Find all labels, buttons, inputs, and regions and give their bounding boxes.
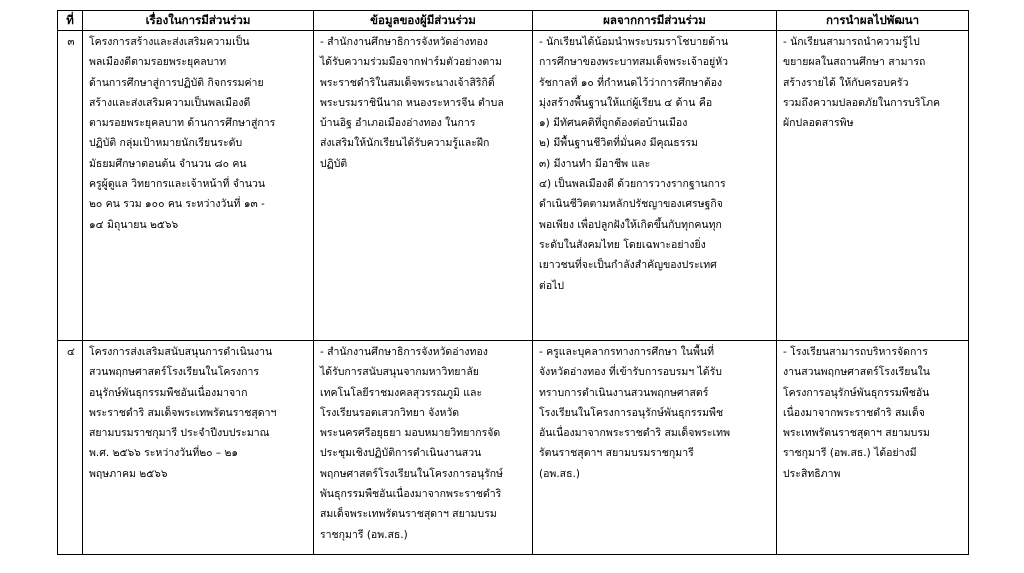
text-line: (อพ.สธ.) (539, 467, 580, 480)
table-row (58, 341, 969, 555)
table-row (58, 31, 969, 341)
text-line: โรงเรียนในโครงการอนุรักษ์พันธุกรรมพืช (539, 406, 724, 419)
text-line: - สำนักงานศึกษาธิการจังหวัดอ่างทอง (320, 346, 488, 358)
topic-cell (83, 31, 314, 341)
text-line: - ครูและบุคลากรทางการศึกษา ในพื้นที่ (539, 346, 714, 358)
text-line: ได้รับการสนับสนุนจากมหาวิทยาลัย (320, 366, 479, 379)
text-line: สร้างและส่งเสริมความเป็นพลเมืองดี (89, 96, 251, 109)
text-line: เนื่องมาจากพระราชดำริ สมเด็จ (783, 406, 925, 419)
row-number: ๔ (58, 341, 83, 555)
text-line: งานสวนพฤกษศาสตร์โรงเรียนใน (783, 366, 930, 379)
text-line: รวมถึงความปลอดภัยในการบริโภค (783, 96, 941, 109)
table-header-row (58, 11, 969, 31)
text-line: ปฏิบัติ กลุ่มเป้าหมายนักเรียนระดับ (89, 137, 243, 150)
development-cell (777, 341, 969, 555)
participants-cell (314, 31, 533, 341)
development-cell (777, 31, 969, 341)
text-line: ครูผู้ดูแล วิทยากรและเจ้าหน้าที่ จำนวน (89, 178, 266, 191)
text-line: พันธุกรรมพืชอันเนื่องมาจากพระราชดำริ (320, 488, 502, 501)
text-line: ขยายผลในสถานศึกษา สามารถ (783, 56, 926, 69)
row-number: ๓ (58, 31, 83, 341)
text-line: ราชกุมารี (อพ.สธ.) ได้อย่างมี (783, 447, 917, 460)
header-development: การนำผลไปพัฒนา (777, 11, 969, 31)
text-line: การศึกษาของพระบาทสมเด็จพระเจ้าอยู่หัว (539, 56, 729, 69)
text-line: อนุรักษ์พันธุกรรมพืชอันเนื่องมาจาก (89, 386, 248, 399)
text-line: สวนพฤกษศาสตร์โรงเรียนในโครงการ (89, 366, 260, 379)
text-line: พฤกษศาสตร์โรงเรียนในโครงการอนุรักษ์ (320, 467, 503, 480)
text-line: เยาวชนที่จะเป็นกำลังสำคัญของประเทศ (539, 259, 717, 272)
text-line: ประสิทธิภาพ (783, 467, 841, 480)
results-cell (533, 341, 777, 555)
text-line: ๓) มีงานทำ มีอาชีพ และ (539, 157, 651, 170)
text-line: โครงการสร้างและส่งเสริมความเป็น (89, 36, 250, 48)
text-line: จังหวัดอ่างทอง ที่เข้ารับการอบรมฯ ได้รับ (539, 366, 722, 379)
participants-cell (314, 341, 533, 555)
text-line: โรงเรียนรอตเสวกวิทยา จังหวัด (320, 406, 460, 419)
header-results: ผลจากการมีส่วนร่วม (533, 11, 777, 31)
text-line: ตามรอยพระยุคลบาท ด้านการศึกษาสู่การ (89, 117, 276, 130)
text-line: ได้รับความร่วมมือจากฟาร์มตัวอย่างตาม (320, 56, 502, 69)
text-line: - นักเรียนสามารถนำความรู้ไป (783, 36, 920, 48)
text-line: มัธยมศึกษาตอนต้น จำนวน ๘๐ คน (89, 157, 247, 170)
text-line: โครงการอนุรักษ์พันธุกรรมพืชอัน (783, 386, 930, 399)
text-line: ๒) มีพื้นฐานชีวิตที่มั่นคง มีคุณธรรม (539, 137, 698, 150)
text-line: โครงการส่งเสริมสนับสนุนการดำเนินงาน (89, 346, 273, 358)
text-line: - โรงเรียนสามารถบริหารจัดการ (783, 346, 928, 358)
text-line: พระราชดำริในสมเด็จพระนางเจ้าสิริกิติ์ (320, 76, 495, 89)
text-line: พฤษภาคม ๒๕๖๖ (89, 467, 168, 480)
text-line: พอเพียง เพื่อปลูกฝังให้เกิดขึ้นกับทุกคนทุก (539, 218, 722, 231)
text-line: ทราบการดำเนินงานสวนพฤกษศาสตร์ (539, 386, 709, 399)
text-line: ๒๐ คน รวม ๑๐๐ คน ระหว่างวันที่ ๑๓ - (89, 198, 265, 211)
text-line: พ.ศ. ๒๕๖๖ ระหว่างวันที่๒๐ – ๒๑ (89, 447, 239, 460)
text-line: ต่อไป (539, 279, 565, 292)
header-topic: เรื่องในการมีส่วนร่วม (83, 11, 314, 31)
text-line: ดำเนินชีวิตตามหลักปรัชญาของเศรษฐกิจ (539, 198, 723, 211)
text-line: สมเด็จพระเทพรัตนราชสุดาฯ สยามบรม (320, 508, 497, 521)
text-line: ผักปลอดสารพิษ (783, 117, 854, 130)
text-line: ประชุมเชิงปฏิบัติการดำเนินงานสวน (320, 447, 482, 460)
text-line: ๑) มีทัศนคติที่ถูกต้องต่อบ้านเมือง (539, 117, 688, 130)
text-line: ด้านการศึกษาสู่การปฏิบัติ กิจกรรมค่าย (89, 76, 264, 89)
text-line: รัชกาลที่ ๑๐ ที่กำหนดไว้ว่าการศึกษาต้อง (539, 76, 723, 89)
text-line: พระราชดำริ สมเด็จพระเทพรัตนราชสุดาฯ (89, 406, 277, 419)
results-cell (533, 31, 777, 341)
topic-cell (83, 341, 314, 555)
text-line: ๔) เป็นพลเมืองดี ด้วยการวางรากฐานการ (539, 178, 726, 191)
text-line: - สำนักงานศึกษาธิการจังหวัดอ่างทอง (320, 36, 488, 48)
text-line: ๑๔ มิถุนายน ๒๕๖๖ (89, 218, 179, 231)
header-participants: ข้อมูลของผู้มีส่วนร่วม (314, 11, 533, 31)
text-line: ระดับในสังคมไทย โดยเฉพาะอย่างยิ่ง (539, 238, 706, 251)
text-line: บ้านอิฐ อำเภอเมืองอ่างทอง ในการ (320, 117, 476, 130)
text-line: เทคโนโลยีราชมงคลสุวรรณภูมิ และ (320, 386, 483, 399)
text-line: ปฏิบัติ (320, 157, 348, 170)
text-line: รัตนราชสุดาฯ สยามบรมราชกุมารี (539, 447, 694, 460)
text-line: พลเมืองดีตามรอยพระยุคลบาท (89, 56, 227, 69)
text-line: สยามบรมราชกุมารี ประจำปีงบประมาณ (89, 427, 270, 440)
text-line: ราชกุมารี (อพ.สธ.) (320, 528, 408, 541)
text-line: พระบรมราชินีนาถ หนองระหารจีน ตำบล (320, 96, 504, 109)
text-line: มุ่งสร้างพื้นฐานให้แก่ผู้เรียน ๔ ด้าน คือ (539, 96, 713, 109)
text-line: อันเนื่องมาจากพระราชดำริ สมเด็จพระเทพ (539, 427, 730, 440)
participation-table (57, 10, 969, 555)
text-line: พระเทพรัตนราชสุดาฯ สยามบรม (783, 427, 930, 440)
text-line: - นักเรียนได้น้อมนำพระบรมราโชบายด้าน (539, 36, 729, 48)
text-line: พระนครศรีอยุธยา มอบหมายวิทยากรจัด (320, 427, 501, 440)
text-line: สร้างรายได้ ให้กับครอบครัว (783, 76, 909, 89)
header-number: ที่ (58, 11, 83, 31)
text-line: ส่งเสริมให้นักเรียนได้รับความรู้และฝึก (320, 137, 490, 150)
